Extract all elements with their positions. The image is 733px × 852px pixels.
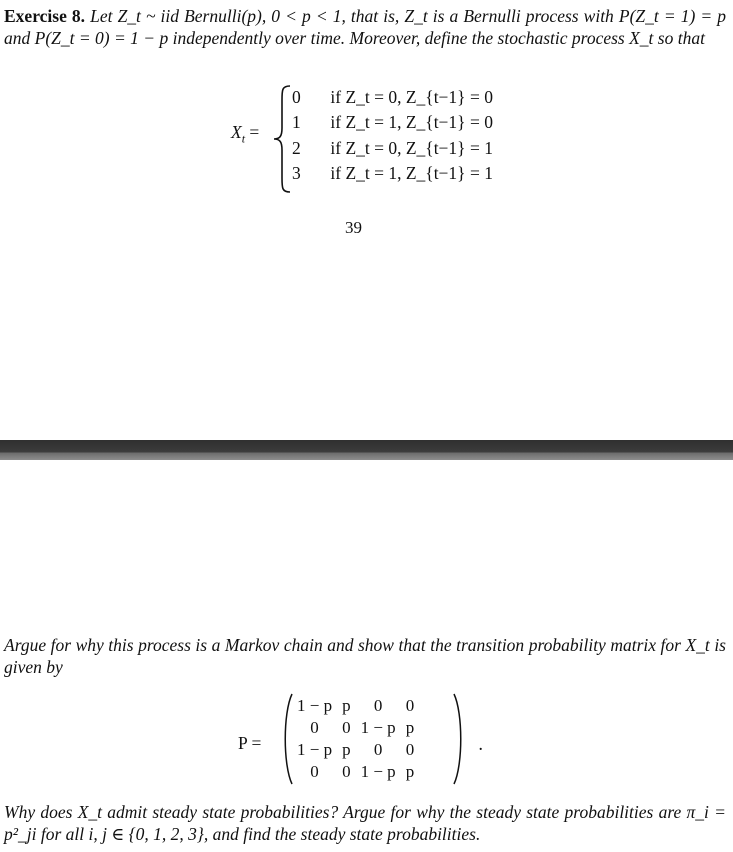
case-row — [292, 163, 493, 184]
matrix-cell: 0 — [342, 718, 351, 737]
matrix-cell: p — [405, 718, 415, 737]
exercise-label: Exercise 8. — [4, 6, 86, 26]
case-value: 3 — [292, 163, 301, 183]
matrix-cell: 1 − p — [297, 740, 333, 759]
case-row — [292, 87, 493, 108]
case-condition: if Z_t = 0, Z_{t−1} = 0 — [330, 87, 493, 107]
case-condition: if Z_t = 1, Z_{t−1} = 0 — [330, 112, 493, 132]
question3-paragraph: Why does X_t admit steady state probabilities? Argue for why the steady state probabilities are π_i = p²_ji for all i, j ∈ {0, 1, 2, 3}, and find the steady state probabilities. — [4, 802, 726, 844]
matrix-cell: 0 — [310, 762, 319, 781]
question2-paragraph: Argue for why this process is a Markov chain and show that the transition probability matrix for X_t is given by — [4, 635, 726, 677]
case-value: 0 — [292, 87, 301, 107]
case-condition: if Z_t = 0, Z_{t−1} = 1 — [330, 138, 493, 158]
matrix-trailing-period: . — [478, 735, 484, 755]
right-paren-icon — [452, 693, 466, 785]
matrix-cell: 0 — [310, 718, 319, 737]
matrix-cell: 1 − p — [360, 762, 396, 781]
matrix-row — [292, 717, 419, 739]
matrix-row — [292, 695, 419, 717]
matrix-cell: p — [342, 696, 351, 715]
cases-lhs: $X_t$ = — [231, 122, 260, 146]
matrix-cell: 0 — [405, 740, 415, 759]
matrix-cell: p — [405, 762, 415, 781]
case-condition: if Z_t = 1, Z_{t−1} = 1 — [330, 163, 493, 183]
case-row — [292, 112, 493, 133]
transition-matrix — [292, 695, 419, 783]
matrix-lhs: P = — [238, 733, 262, 753]
case-row — [292, 138, 493, 159]
matrix-cell: 0 — [405, 696, 415, 715]
matrix-cell: 1 − p — [360, 718, 396, 737]
left-brace-icon — [272, 84, 292, 194]
case-value: 2 — [292, 138, 301, 158]
matrix-cell: p — [342, 740, 351, 759]
case-value: 1 — [292, 112, 301, 132]
exercise-intro-text: Let Z_t ~ iid Bernulli(p), 0 < p < 1, that is, Z_t is a Bernulli process with P(Z_t = 1) = p and P(Z_t = 0) = 1 − p independently over time. Moreover, define the stochastic process X_t so that — [4, 6, 726, 48]
page-divider — [0, 440, 733, 460]
matrix-row — [292, 739, 419, 761]
page-number: 39 — [345, 218, 362, 237]
exercise-paragraph — [4, 5, 726, 49]
matrix-cell: 1 − p — [297, 696, 333, 715]
matrix-cell: 0 — [373, 696, 383, 715]
matrix-cell: 0 — [342, 762, 351, 781]
matrix-row — [292, 761, 419, 783]
matrix-cell: 0 — [373, 740, 383, 759]
